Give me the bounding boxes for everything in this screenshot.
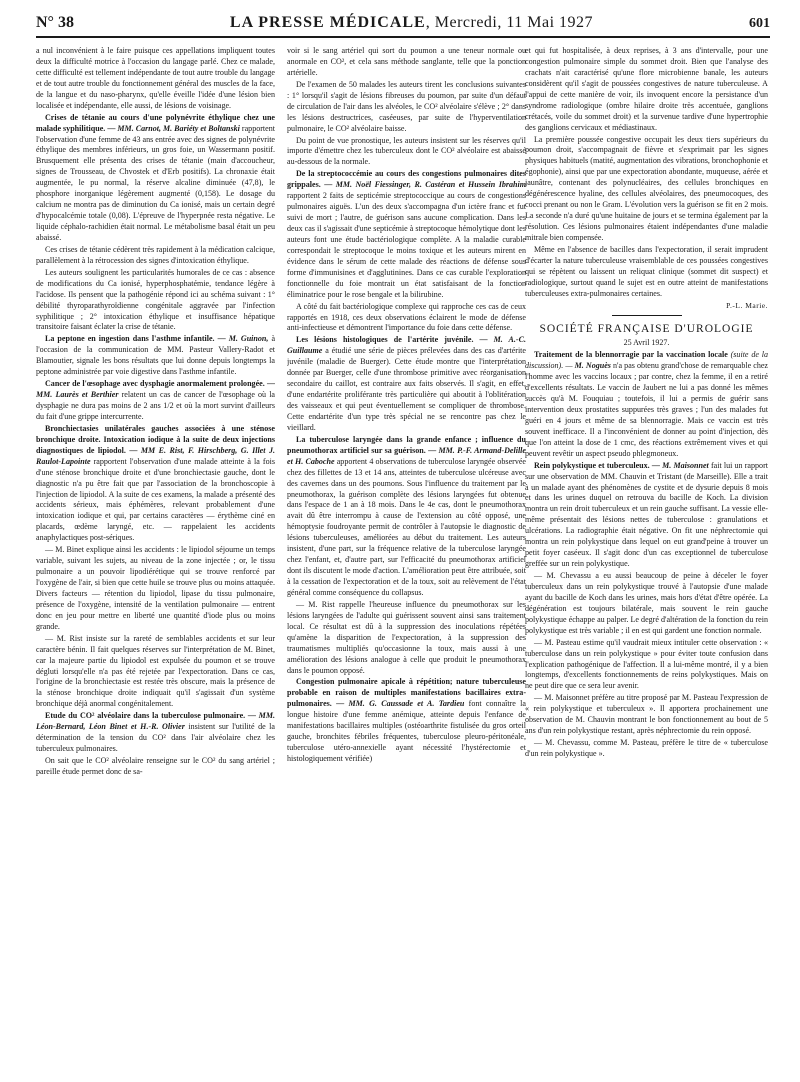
article-entry xyxy=(287,169,526,300)
issue-number: N° 38 xyxy=(36,14,74,31)
paragraph: — M. Maisonnet préfère au titre proposé par M. Pasteau l'expression de « rein polykystique et tuberculeux ». Il apportera prochainement une observation de M. Chauvin montrant le bon fonctionnement au bout de 5 ans d'un rein polykystique restant, après néphrectomie du rein opposé. xyxy=(525,693,768,736)
entry-authors: M. Maisonnet xyxy=(662,460,709,470)
article-entry xyxy=(36,113,275,244)
paragraph: On sait que le CO² alvéolaire renseigne sur le CO² du sang artériel ; pareille étude permet donc de sa- xyxy=(36,756,275,776)
entry-body: fait lui un rapport sur une observation de MM. Chauvin et Tristant (de Marseille). Elle a trait à un malade ayant des phénomènes de cystite et de dysurie depuis 8 mois et dans les urines duquel on retrouva du bacille de Koch. La division montra un rein droit tuberculeux et un rein gauche suffisant. La vessie elle-même présentait des lésions nettes de tuberculose : granulations et ulcérations. La radiographie était négative. On fit une néphrectomie qui montra un rein polykystique dans lequel on eut grand'peine à trouver un petit foyer caséeux. Il s'agit donc d'un cas exceptionnel de tuberculose greffée sur un rein polykystique. xyxy=(525,460,768,569)
article-entry xyxy=(36,424,275,544)
paragraph: Même en l'absence de bacilles dans l'expectoration, il serait imprudent d'écarter la nature tuberculeuse vraisemblable de ces poussées congestives qui se répètent ou laissent un reliquat clinique (sommet dit suspect) et radiologique, surtout quand le sujet est en outre atteint de manifestations tuberculeuses extra-pulmonaires certaines. xyxy=(525,244,768,298)
entry-body: rapportent l'observation d'une femme de 43 ans entrée avec des signes de polynévrite éthylique des membres inférieurs, un gros foie, un Wassermann positif. Brusquement elle présenta des crises de tétanie (main d'accoucheur, signes de Trousseau, de Chvostek et d'Erb positifs). La chronaxie était augmentée, le pu normal, la réserve alcaline diminuée (47,8), le phosphore inorganique légèrement augmenté (0,158). Le dosage du calcium ne montra pas de diminution du Ca ionisé, mais un certain degré d'hypocalcémie totale (0,08). L'épreuve de l'hyperpnée resta négative. Le liquide céphalo-rachidien était normal. Le métabolisme basal était un peu abaissé. xyxy=(36,123,275,242)
article-entry xyxy=(287,435,526,599)
entry-title: Crises de tétanie au cours d'une polynévrite éthylique chez une malade syphilitique. — xyxy=(36,112,275,133)
article-entry xyxy=(36,711,275,755)
entry-authors: MM. Laurès et Berthier xyxy=(36,390,119,400)
column-2 xyxy=(287,46,526,1074)
entry-body: a étudié une série de pièces prélevées dans des cas d'artérite juvénile (maladie de Buerger). Cette étude montre que l'interprétation donnée par Buerger, celle d'une thrombose primitive avec réorganisation secondaire du caillot, est contraire aux faits observés. Il s'agit, en effet, d'une endartérite proliférante très particulière qui aboutit à l'oblitération des vaisseaux et qui peut éventuellement se compliquer de thrombose. Cette endartérite d'un type très spécial ne se rencontre pas chez le vieillard. xyxy=(287,346,526,432)
entry-title: Les lésions histologiques de l'artérite juvénile. — xyxy=(296,335,488,345)
entry-body: rapportent l'observation d'une malade atteinte à la fois d'une sténose bronchique droite et d'une bronchiectasie gauche, dont le diagnostic n'a pu être fait que par l'association de la bronchoscopie à l'injection de lipiodol. A la suite de ces examens, la malade a présenté des accidents sérieux, mais éphémères, relevant probablement d'une intoxication iodique et qui, par certains caractères — érythème ciné en placards, œdème laryngé, etc. — rappelaient les accidents anaphylactiques post-sériques. xyxy=(36,456,275,543)
article-entry xyxy=(36,334,275,378)
section-divider xyxy=(612,315,682,316)
entry-authors: MM E. Rist, F. Hirschberg, G. Illet J. Raulot-Lapointe xyxy=(36,445,275,466)
section-date: 25 Avril 1927. xyxy=(623,338,670,348)
entry-authors: MM. Carnot, M. Bariéty et Boltanski xyxy=(117,123,240,133)
article-entry xyxy=(36,379,275,423)
issue-date: , Mercredi, 11 Mai 1927 xyxy=(425,14,594,31)
paragraph: La première poussée congestive occupait les deux tiers supérieurs du poumon droit, s'accompagnait de fièvre et s'exprimait par les signes physiques habituels (matité, augmentation des vibrations, bronchophonie et égophonie), ainsi que par une expectoration abondante, muqueuse, aérée et jaunâtre, contenant des polynucléaires, des cellules bronchiques en dégénérescence hyaline, des cellules alvéolaires, des pneumocoques, des cocci prenant ou non le Gram. L'évolution vers la guérison se fit en 2 mois. La seconde n'a duré qu'une huitaine de jours et se termina également par la résolution. Ces lésions pulmonaires étaient indépendantes d'une maladie mitrale bien compensée. xyxy=(525,134,768,242)
entry-authors: MM. Léon-Bernard, Léon Binet et H.-R. Olivier xyxy=(36,711,275,732)
journal-name: LA PRESSE MÉDICALE xyxy=(229,14,426,31)
article-entry xyxy=(287,335,526,433)
paragraph: A côté du fait bactériologique complexe qui rapproche ces cas de ceux rapportés en 1918, ces deux observations éclairent le mode de défense anti-infectieuse et démontrent l'importance du foie dans cette défense. xyxy=(287,301,526,333)
entry-authors: M. A.-C. Guillaume xyxy=(287,335,526,356)
entry-title: Congestion pulmonaire apicale à répétition; nature tuberculeuse probable en raison de multiples manifestations bacillaires extra-pulmonaires. — xyxy=(287,677,526,709)
paragraph: — M. Rist rappelle l'heureuse influence du pneumothorax sur les lésions laryngées de l'adulte qui guérissent souvent ainsi sans traitement local. Ce résultat est dû à la suppression des inoculations répétées qu'amène la disparition de l'expectoration, à la suppression des traumatismes multipliés qu'occasionne la toux, mais aussi à une amélioration des lésions analogue à celle que produit le pneumothorax dans le poumon opposé. xyxy=(287,599,526,675)
entry-authors: M. Guinon, xyxy=(228,334,269,344)
page-number: 601 xyxy=(749,16,770,31)
page-header xyxy=(36,14,770,38)
paragraph: De l'examen de 50 malades les auteurs tirent les conclusions suivantes : 1° lorsqu'il s'agit de lésions fibreuses du poumon, par suite d'un défaut de circulation de l'air dans les alvéoles, le CO² alvéolaire s'élève ; 2° dans les lésions destructrices, caséeuses, par suite de l'hyperventilation pulmonaire, le CO² alvéolaire baisse. xyxy=(287,79,526,133)
article-entry xyxy=(525,350,768,459)
entry-title: Traitement de la blennorragie par la vaccination locale xyxy=(534,350,728,360)
paragraph: Du point de vue pronostique, les auteurs insistent sur les réserves qu'il importe d'émettre chez les tuberculeux dont le CO² alvéolaire est abaissé au-dessous de la normale. xyxy=(287,135,526,167)
entry-body: à l'occasion de la communication de MM. Pasteur Vallery-Radot et Blamoutier, signale les bons résultats que lui donne depuis longtemps la peptone administrée par voie digestive dans l'asthme infantile. xyxy=(36,334,275,377)
entry-title: Bronchiectasies unilatérales gauches associées à une sténose bronchique droite. Intoxication iodique à la suite de deux injections diagnostiques de lipiodol. — xyxy=(36,423,275,455)
paragraph: a nul inconvénient à le faire puisque ces appellations impliquent toutes deux la difficulté motrice à l'occasion du langage parlé. Chez ce malade, cette difficulté est tellement indépendante de tout autre trouble du langage et de tout autre trouble du fonctionnement général des muscles de la face, de la langue et du naso-pharynx, qu'elle éveille l'idée d'une lésion bien localisée et indépendante, elle aussi, de lésions de voisinage. xyxy=(36,46,275,110)
paragraph: Les auteurs soulignent les particularités humorales de ce cas : absence de modifications du Ca ionisé, hyperphosphatémie, tendance légère à l'acidose. Ils pensent que la pathogénie répond ici au schéma suivant : 1° débilité thyroparathyroïdienne congénitale aggravée par l'infection syphilitique ; 2° intoxication éthylique et insuffisance hépatique transitoire faisant éclater la crise de tétanie. xyxy=(36,267,275,332)
paragraph: — M. Binet explique ainsi les accidents : le lipiodol séjourne un temps variable, suivant les sujets, au niveau de la zone injectée ; or, le tissu pulmonaire a un pouvoir lipodiérétique qui se trouve renforcé par l'oxygène de l'air, si bien que cette huile se trouve plus ou moins attaquée. Divers facteurs — rétention du lipiodol, lipase du tissu pulmonaire, présence de l'oxygène, intensité de la ventilation pulmonaire — entrent donc en jeu pour mettre en liberté une quantité d'iode plus ou moins grande. xyxy=(36,545,275,631)
column-3 xyxy=(525,46,768,1074)
entry-authors: MM. P.-F. Armand-Delille et H. Caboche xyxy=(287,445,526,466)
entry-authors: MM. Noël Fiessinger, R. Castéran et Hussein Ibrahim xyxy=(335,180,526,190)
entry-body: font connaître la longue histoire d'une femme anémique, atteinte depuis l'enfance de manifestations bacillaires multiples (ostéoarthrite fistulisée du gros orteil gauche, bronchites fébriles fréquentes, tuberculose pleuro-péritonéale, tuberculose utéro-annexielle ayant nécessité l'hystérectomie et histologiquement vérifiée) xyxy=(287,699,526,763)
entry-body: relatent un cas de cancer de l'œsophage où la dysphagie ne dura pas moins de 2 ans 1/2 et où la mort survint d'ailleurs du fait d'une grippe intercurrente. xyxy=(36,390,275,421)
paragraph: — M. Pasteau estime qu'il vaudrait mieux intituler cette observation : « tuberculose dans un rein polykystique » pour éviter toute confusion dans l'explication pathogénique de l'affection. Il a lui-même montré, il y a bien longtemps, d'excellents fonctionnements de reins polykystiques. Mais on ne peut dire que ce sera leur avenir. xyxy=(525,637,768,691)
entry-title: Cancer de l'œsophage avec dysphagie anormalement prolongée. — xyxy=(45,379,275,389)
entry-title: Rein polykystique et tuberculeux. — xyxy=(534,460,660,470)
entry-title: Etude du CO² alvéolaire dans la tuberculose pulmonaire. — xyxy=(45,711,256,721)
section-title: SOCIÉTÉ FRANÇAISE D'UROLOGIE xyxy=(539,322,754,335)
paragraph: Ces crises de tétanie cédèrent très rapidement à la médication calcique, parallèlement à la rétrocession des signes d'intoxication éthylique. xyxy=(36,244,275,265)
entry-body: apportent 4 observations de tuberculose laryngée observée chez des fillettes de 13 et 14 ans, atteintes de tuberculose ulcéreuse avec des cavernes dans un des poumons. Sous l'influence du traitement par le pneumothorax, la guérison complète des lésions laryngées fut obtenue dans l'espace de 1 an à 18 mois. Dans le 4e cas, dont le pneumothorax avait dû être interrompu à cause de l'extension au côté opposé, une hémoptysie foudroyante permit de contrôler à l'autopsie le diagnostic de lésions tuberculeuses, améliorées au début du traitement. Les auteurs insistent, d'une part, sur la fréquence relative de la tuberculose laryngée chez l'enfant, et, d'autre part, sur l'efficacité du pneumothorax artificiel dont ils discutent le mode d'action. L'amélioration peut être attribuée, soit à la cessation de l'expectoration et de la toux, soit au relèvement de l'état général comme conséquence du collapsus. xyxy=(287,456,526,597)
journal-masthead xyxy=(230,14,593,32)
entry-subtitle: (suite de la discussion). — xyxy=(525,350,768,371)
entry-body: insistent sur l'utilité de la détermination de la tension du CO² dans l'air alvéolaire chez les tuberculeux pulmonaires. xyxy=(36,722,275,754)
paragraph: — M. Chevassu a eu aussi beaucoup de peine à déceler le foyer tuberculeux dans un rein polykystique trouvé à l'autopsie d'une malade ayant du bacille de Koch dans les urines, mais hors d'état d'être opérée. La dégénération est toujours bilatérale, mais souvent le rein gauche polykystique échappe au palper. Le degré d'altération de la fonction du rein polykystique est très variable ; il en est qui gardent une fonction normale. xyxy=(525,571,768,635)
author-signature: P.-L. Marie. xyxy=(726,300,768,310)
article-entry xyxy=(525,461,768,570)
entry-title: De la streptococcémie au cours des congestions pulmonaires dites grippales. — xyxy=(287,169,526,190)
paragraph: voir si le sang artériel qui sort du poumon a une teneur normale ou anormale en CO², et cela sans méthode sanglante, telle que la ponction artérielle. xyxy=(287,46,526,77)
entry-authors: M. Noguès xyxy=(574,361,611,371)
article-entry xyxy=(287,677,526,765)
paragraph: — M. Chevassu, comme M. Pasteau, préfère le titre de « tuberculose d'un rein polykystique ». xyxy=(525,738,768,758)
entry-authors: MM. G. Caussade et A. Tardieu xyxy=(348,699,465,709)
paragraph: et qui fut hospitalisée, à deux reprises, à 3 ans d'intervalle, pour une congestion pulmonaire simple du sommet droit. Bien que l'analyse des crachats n'ait caractérisé qu'une flore microbienne banale, les auteurs considèrent qu'il s'agit de poussées congestives de nature tuberculeuse. A l'appui de cette manière de voir, ils invoquent encore la persistance d'un syndrome radiologique (ombre hilaire droite très accentuée, ganglions crétacés, voile du sommet droit) et la survenue tardive d'une hypertrophie des ganglions cervicaux et médiastinaux. xyxy=(525,46,768,132)
entry-body: n'a pas obtenu grand'chose de remarquable chez l'homme avec les vaccins locaux ; par contre, chez la femme, il en a retiré d'excellents résultats. Le vaccin de Jaubert ne lui a pas donné les mêmes succès qu'à M. Fouquiau ; toutefois, il lui a permis de guérir sans intervention deux prostatites suppurées très graves ; l'un des malades fut guéri en 4 jours et même de sa blennorragie. Mais ce vaccin est très souvent inefficace. Il a l'inconvénient de donner au point d'injection, dès que l'on atteint la dose de 1 cmc, des réactions extrêmement vives et qui peuvent revêtir un aspect pseudo phlegmoneux. xyxy=(525,361,768,458)
column-1 xyxy=(36,46,275,1074)
entry-body: rapportent 2 faits de septicémie streptococcique au cours de congestions pulmonaires aiguës. L'un des deux s'accompagna d'un ictère franc et fut suivi de mort ; l'autre, de guérison sans aucune complication. Dans les deux cas il s'agissait d'une septicémie à streptocoque hémolytique dont les auteurs font une étude bactériologique complète. A la maladie curable correspondait le streptocoque le moins toxique et les auteurs mirent en évidence dans le sérum de cette malade des réactions de défense sous forme d'immunisines et d'agglutinines. Dans ce cas curable l'exploration fonctionnelle du foie montrait un état satisfaisant de la fonction éliminatrice pour le rose bengale et la bilirubine. xyxy=(287,191,526,299)
entry-title: La peptone en ingestion dans l'asthme infantile. — xyxy=(45,334,226,344)
paragraph: — M. Rist insiste sur la rareté de semblables accidents et sur leur caractère bénin. Il fait quelques réserves sur l'interprétation de M. Binet, car la majeure partie du lipiodol est expulsée du poumon et se trouve dégluti lorsqu'elle n'a pas été rejetée par l'expectoration. Dans ce cas, l'origine de la bronchiectasie est restée très obscure, mais la présence de la sténose bronchique droite indiquait qu'il s'agissait d'un système bronchique déjà anormal congénitalement. xyxy=(36,633,275,709)
entry-title: La tuberculose laryngée dans la grande enfance ; influence du pneumothorax artificiel sur sa guérison. — xyxy=(287,434,526,455)
